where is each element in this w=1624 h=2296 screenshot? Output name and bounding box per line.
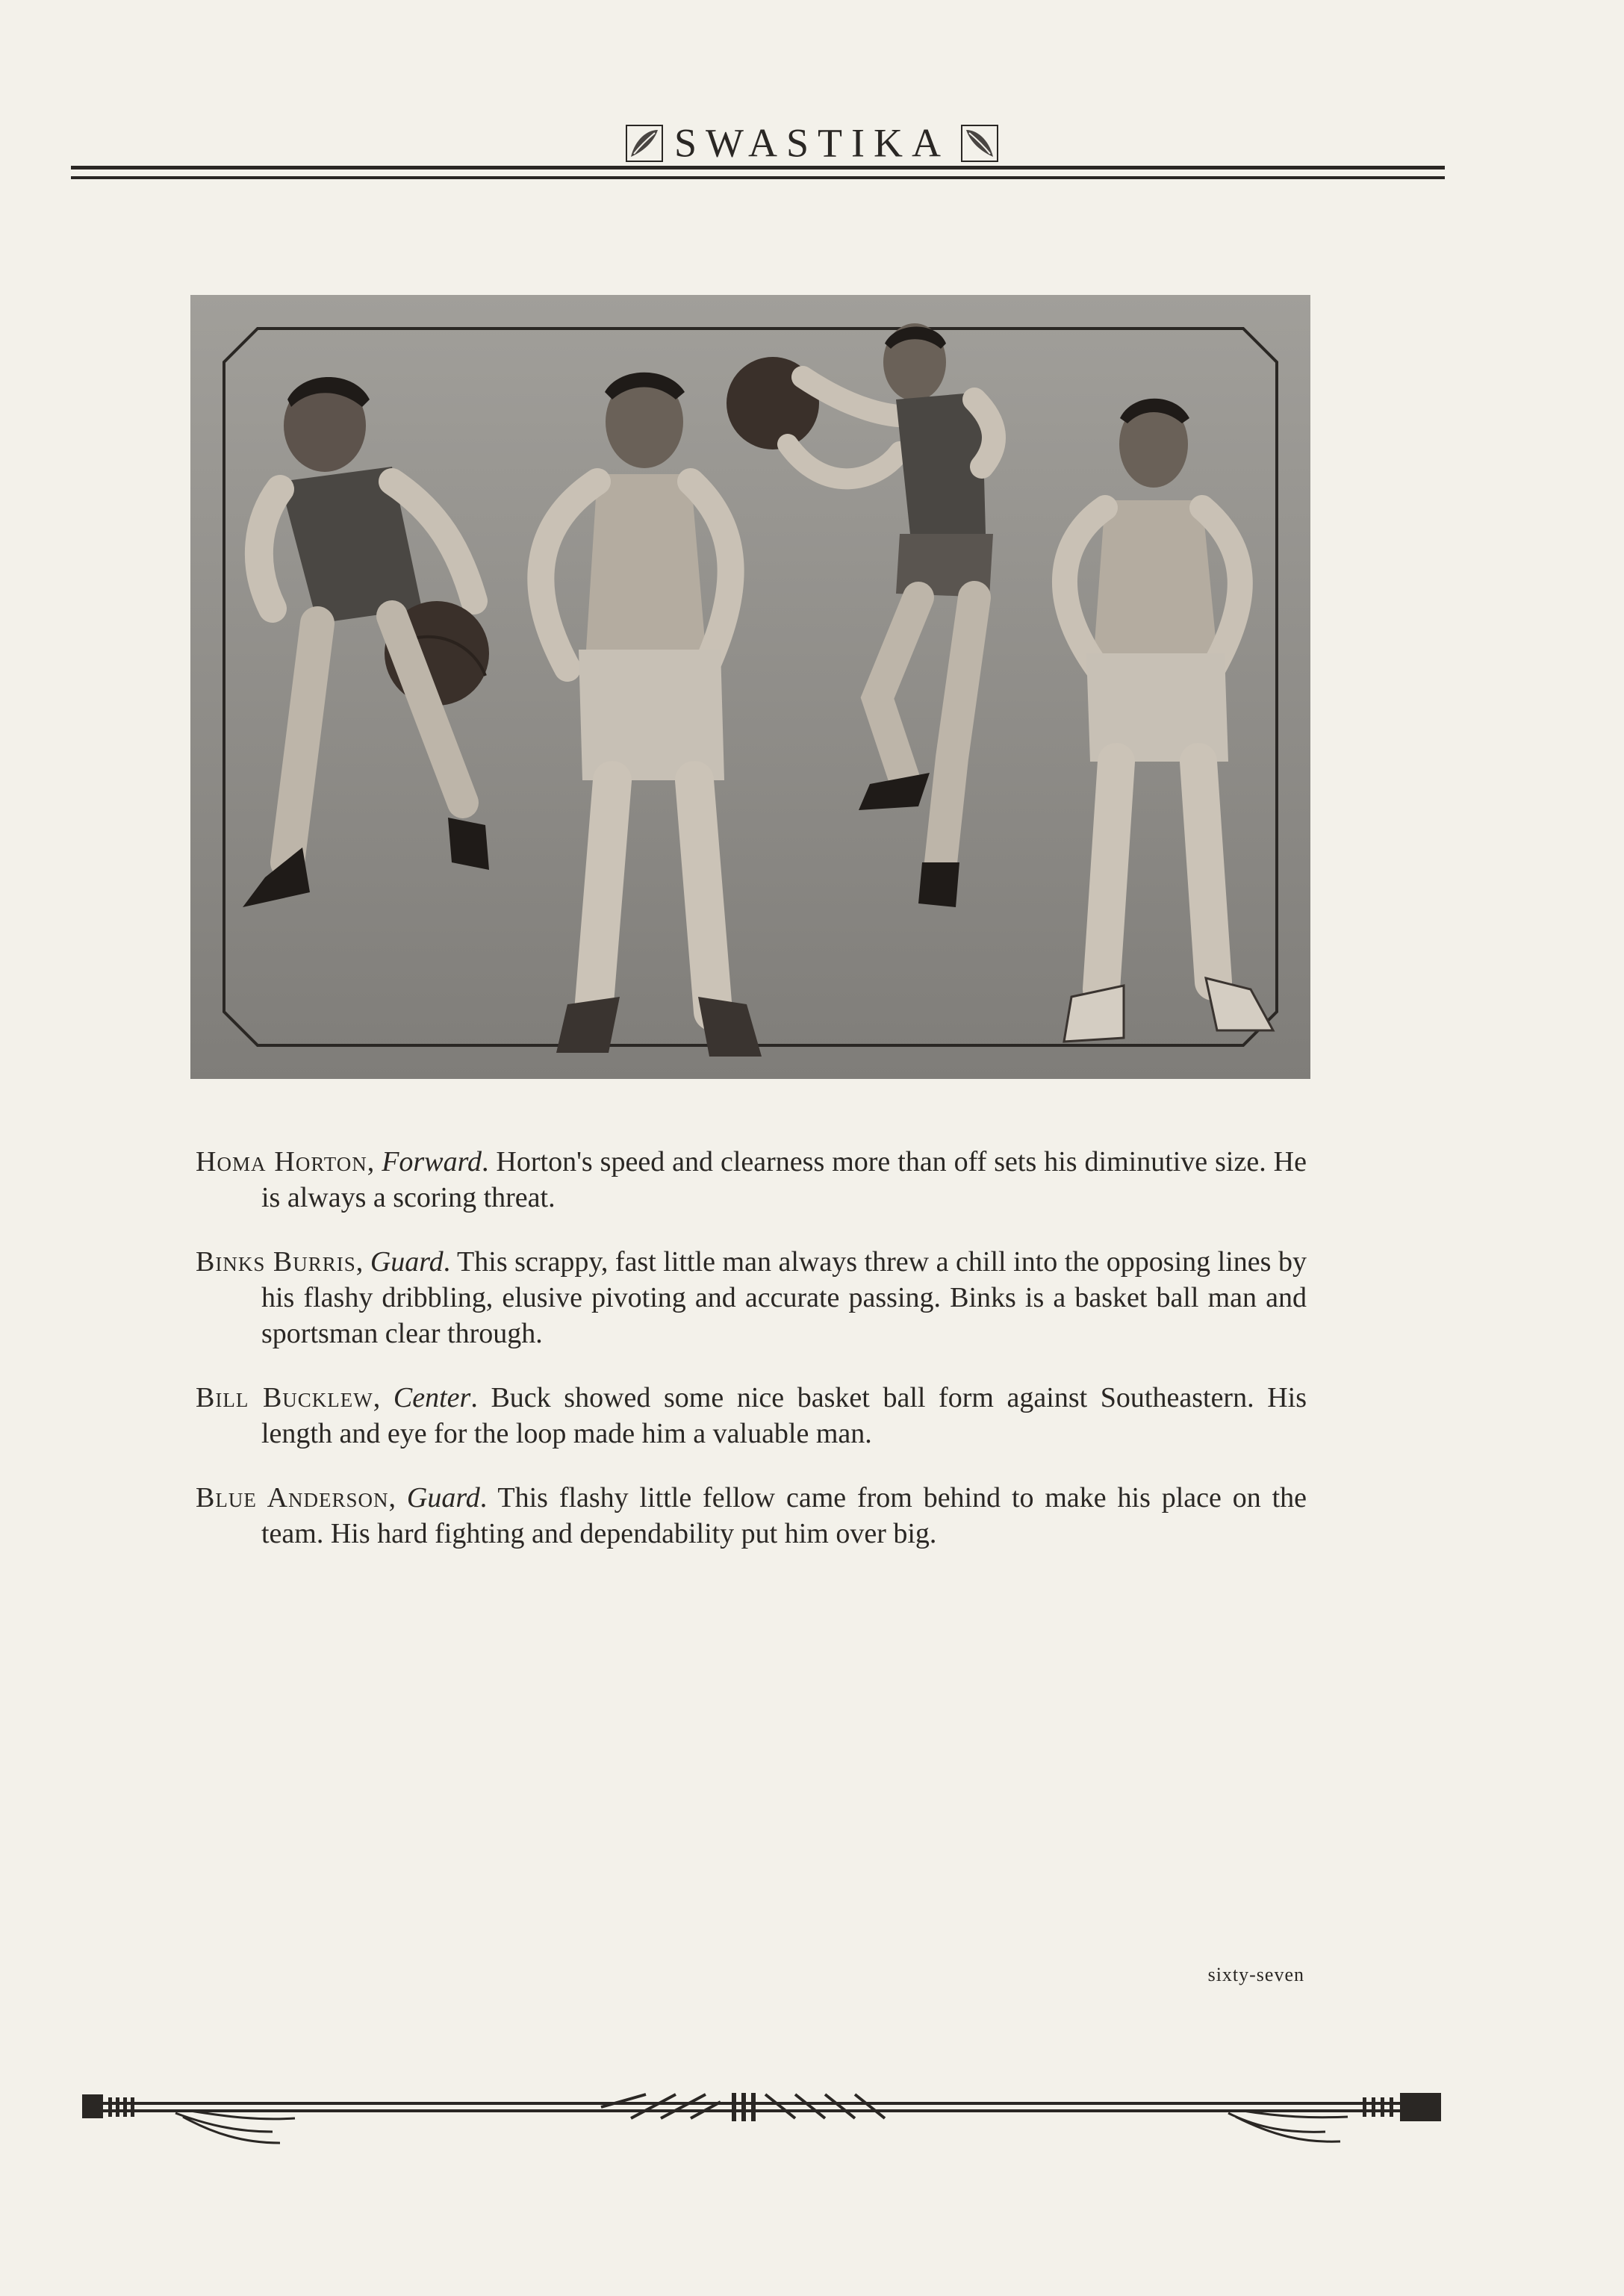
header-rule-top bbox=[71, 166, 1445, 169]
player-position: Center bbox=[393, 1382, 471, 1413]
header-title: SWASTIKA bbox=[673, 120, 950, 166]
player-position: Guard bbox=[370, 1246, 444, 1278]
bio-anderson: Blue Anderson, Guard. This flashy little fellow came from behind to make his place on the team. His hard fighting and dependability put him over big. bbox=[196, 1482, 1307, 1549]
team-photo bbox=[190, 295, 1310, 1079]
player-name: Binks Burris bbox=[196, 1246, 356, 1278]
bio-horton: Homa Horton, Forward. Horton's speed and clearness more than off sets his diminutive size. He is always a scoring threat. bbox=[196, 1146, 1307, 1213]
player-description: This scrappy, fast little man always threw a chill into the opposing lines by his flashy dribbling, elusive pivoting and accurate passing. Binks is a basket ball man and sportsman clear through. bbox=[261, 1246, 1307, 1349]
player-bios bbox=[196, 1116, 1307, 1568]
player-description: This flashy little fellow came from behind to make his place on the team. His hard fighting and dependability put him over big. bbox=[261, 1482, 1307, 1549]
leaf-ornament-icon bbox=[960, 124, 999, 163]
page-number: sixty-seven bbox=[1207, 1964, 1304, 1985]
player-name: Bill Bucklew bbox=[196, 1382, 373, 1413]
leaf-ornament-icon bbox=[625, 124, 664, 163]
player-name: Blue Anderson bbox=[196, 1482, 389, 1513]
player-position: Forward bbox=[382, 1146, 482, 1177]
players-photograph bbox=[190, 295, 1310, 1079]
player-description: Buck showed some nice basket ball form against Southeastern. His length and eye for the loop made him a valuable man. bbox=[261, 1382, 1307, 1449]
player-position: Guard bbox=[406, 1482, 480, 1513]
player-description: Horton's speed and clearness more than off sets his diminutive size. He is always a scoring threat. bbox=[261, 1146, 1307, 1213]
bio-bucklew: Bill Bucklew, Center. Buck showed some nice basket ball form against Southeastern. His length and eye for the loop made him a valuable man. bbox=[196, 1382, 1307, 1449]
player-name: Homa Horton bbox=[196, 1146, 367, 1177]
bio-burris: Binks Burris, Guard. This scrappy, fast little man always threw a chill into the opposing lines by his flashy dribbling, elusive pivoting and accurate passing. Binks is a basket ball man and sportsman clear through. bbox=[196, 1246, 1307, 1349]
header-rule-bottom bbox=[71, 176, 1445, 179]
arrow-ornament-icon bbox=[78, 2072, 1445, 2162]
running-header bbox=[0, 116, 1624, 167]
